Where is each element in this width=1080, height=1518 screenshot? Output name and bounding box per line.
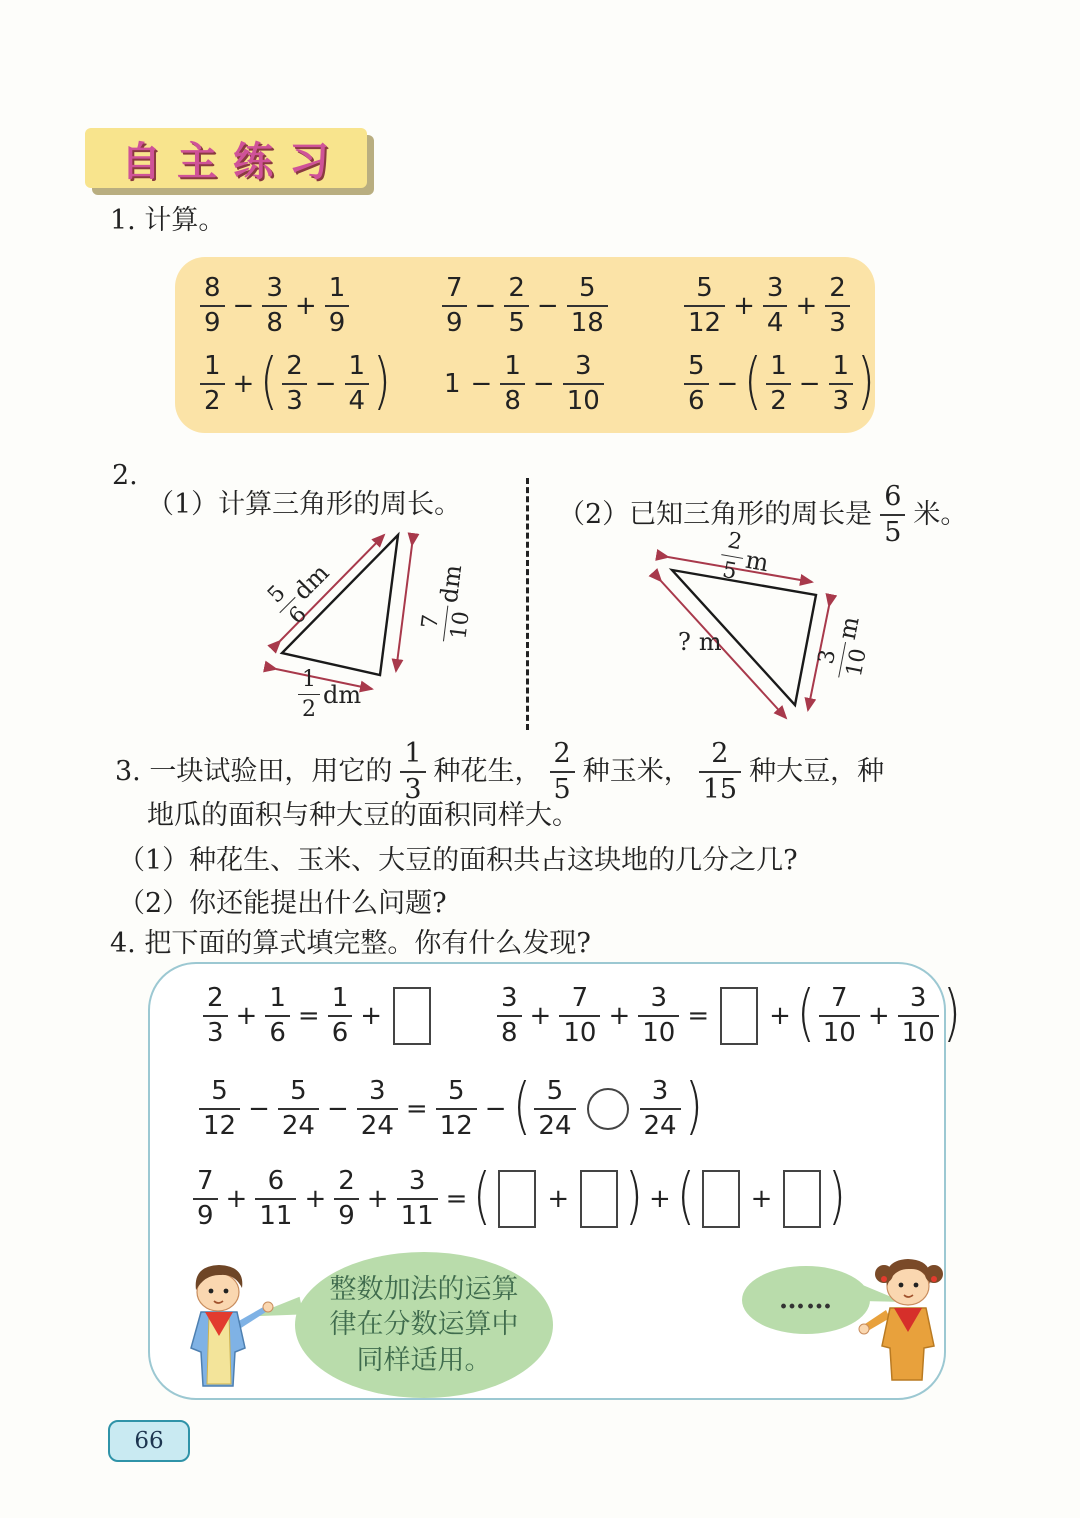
boy-bubble-line2: 律在分数运算中 bbox=[329, 1309, 519, 1341]
p1-expression-2: $\frac{7}{9}$ − $\frac{2}{5}$ − $\frac{5}{18}$ bbox=[439, 275, 681, 338]
problem3-sub1: （1）种花生、玉米、大豆的面积共占这块地的几分之几? bbox=[118, 845, 798, 876]
boy-illustration bbox=[165, 1260, 280, 1392]
p1-expression-1: $\frac{8}{9}$ − $\frac{3}{8}$ + $\frac{1}{9}$ bbox=[197, 275, 439, 338]
problem2-number: 2. bbox=[112, 460, 138, 491]
p4-equation-3: $\frac{7}{9}$ + $\frac{6}{11}$ + $\frac{2}{9}$ + $\frac{3}{11}$ = ( + ) + ( + ) bbox=[190, 1168, 847, 1231]
p1-expression-5: 1 − $\frac{1}{8}$ − $\frac{3}{10}$ bbox=[439, 353, 681, 416]
section-title: 自主练习 bbox=[121, 138, 345, 185]
triangle2-left-side-label: ? m bbox=[678, 628, 730, 656]
p1-expression-6: $\frac{5}{6}$ − ( $\frac{1}{2}$ − $\frac{1}{3}$ ) bbox=[681, 353, 876, 416]
triangle2-right-side-label: 3 10 m bbox=[812, 612, 877, 686]
problem1-box bbox=[175, 257, 875, 433]
triangle1-right-side-label: 7 10 dm bbox=[417, 562, 480, 648]
page-number-badge bbox=[108, 1420, 190, 1462]
triangle1-left-side-label: 5 6 dm bbox=[259, 549, 343, 633]
triangle1-bottom-side-label: $\frac{1}{2}$ dm bbox=[295, 668, 361, 721]
problem3-line1: 3. 一块试验田，用它的 $\frac{1}{3}$ 种花生， $\frac{2}{5}$ 种玉米， $\frac{2}{15}$ 种大豆，种 bbox=[115, 738, 885, 806]
boy-bubble-line1: 整数加法的运算 bbox=[329, 1274, 519, 1306]
problem2-part2-heading: （2）已知三角形的周长是 $\frac{6}{5}$ 米。 bbox=[558, 481, 968, 549]
problem3-sub2: （2）你还能提出什么问题? bbox=[118, 888, 447, 919]
girl-illustration bbox=[850, 1252, 960, 1387]
triangle2-top-side-label: $\frac{2}{5}$ m bbox=[714, 528, 773, 589]
section-banner bbox=[85, 128, 367, 188]
p1-expression-3: $\frac{5}{12}$ + $\frac{3}{4}$ + $\frac{2}{3}$ bbox=[681, 275, 876, 338]
p4-equation-1b: $\frac{3}{8}$ + $\frac{7}{10}$ + $\frac{3}{10}$ = + ( $\frac{7}{10}$ + $\frac{3}{10}$ ) bbox=[494, 985, 962, 1048]
p4-equation-1a: $\frac{2}{3}$ + $\frac{1}{6}$ = $\frac{1}{6}$ + bbox=[200, 985, 437, 1048]
p4-equation-2: $\frac{5}{12}$ − $\frac{5}{24}$ − $\frac{3}{24}$ = $\frac{5}{12}$ − ( $\frac{5}{24}$ $\frac{3}{24}$ ) bbox=[196, 1078, 703, 1141]
boy-bubble-line3: 同样适用。 bbox=[356, 1344, 492, 1376]
problem4-heading: 4. 把下面的算式填完整。你有什么发现? bbox=[110, 928, 591, 959]
boy-speech-bubble bbox=[295, 1252, 553, 1398]
page-number: 66 bbox=[134, 1428, 164, 1454]
problem1-heading: 1. 计算。 bbox=[110, 205, 226, 236]
problem2-part1-heading: （1）计算三角形的周长。 bbox=[147, 489, 462, 520]
p1-expression-4: $\frac{1}{2}$ + ( $\frac{2}{3}$ − $\frac{1}{4}$ ) bbox=[197, 353, 439, 416]
girl-bubble-text: …… bbox=[779, 1285, 833, 1315]
problem3-line2: 地瓜的面积与种大豆的面积同样大。 bbox=[147, 800, 579, 831]
